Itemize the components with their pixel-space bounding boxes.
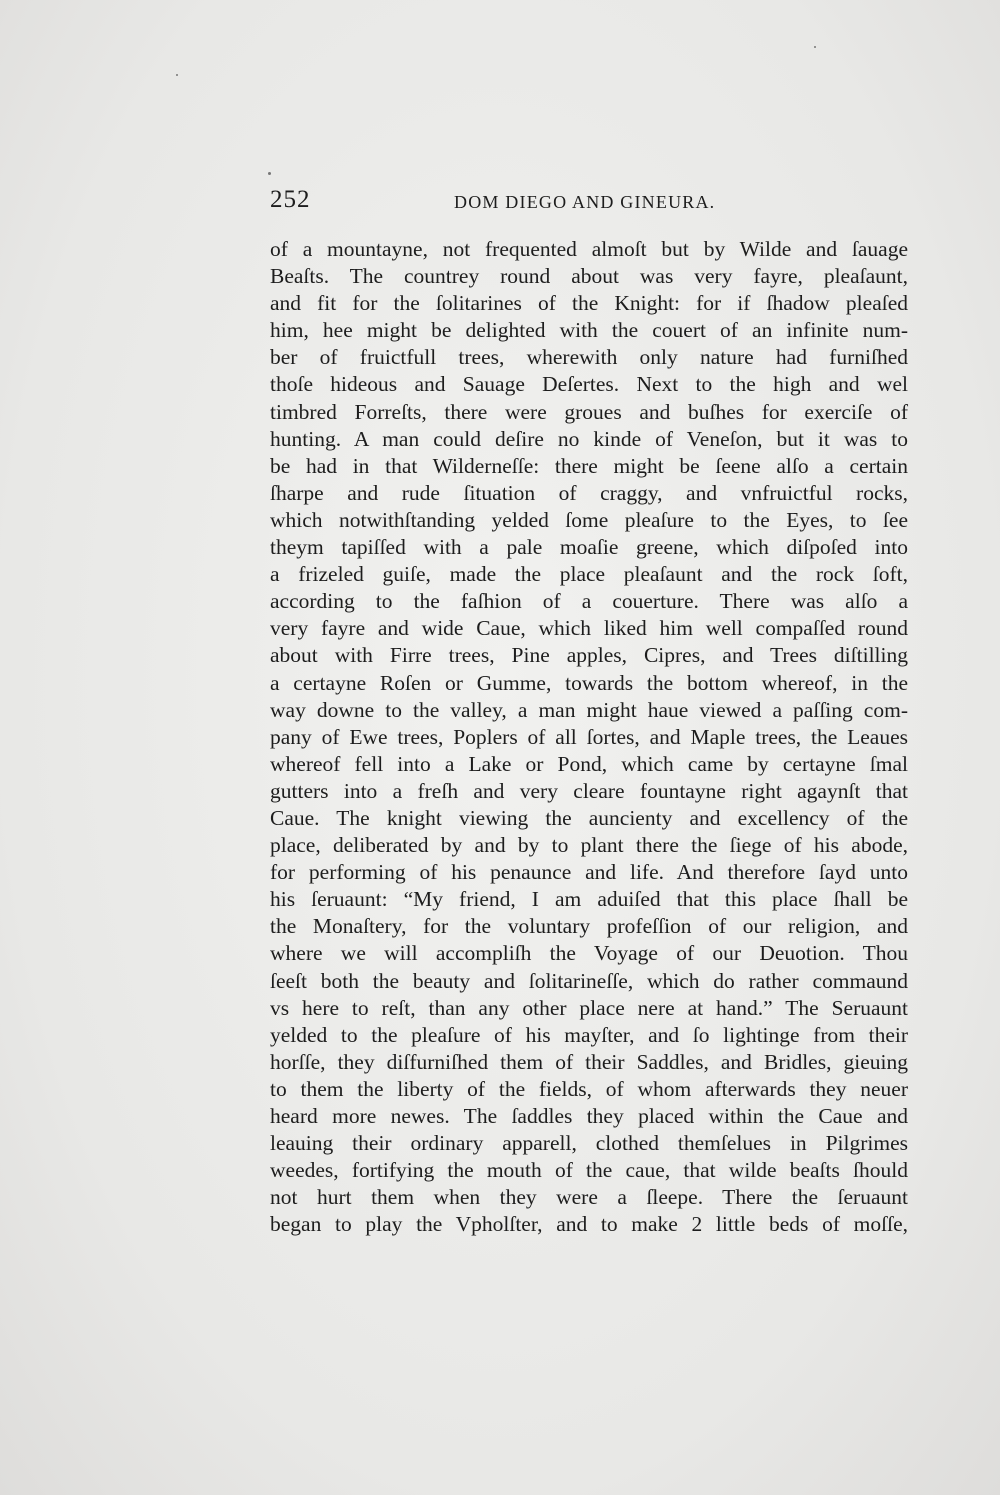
text-line: where we will accompliſh the Voyage of our Deuotion. Thou: [270, 941, 908, 966]
text-line: hunting. A man could deſire no kinde of Veneſon, but it was to: [270, 426, 908, 451]
text-line: the Monaſtery, for the voluntary profeſſion of our religion, and: [270, 914, 908, 939]
text-line: Caue. The knight viewing the auncienty and excellency of the: [270, 805, 908, 830]
text-line: ſharpe and rude ſituation of craggy, and vnfruictful rocks,: [270, 480, 908, 505]
text-line: yelded to the pleaſure of his mayſter, and ſo lightinge from their: [270, 1022, 908, 1047]
body-text: [270, 236, 908, 1238]
text-line: him, hee might be delighted with the couert of an infinite num-: [270, 318, 908, 343]
paper-speck: [176, 74, 178, 76]
text-line: gutters into a freſh and very cleare fountayne right agaynſt that: [270, 778, 908, 803]
text-line: to them the liberty of the fields, of whom afterwards they neuer: [270, 1076, 908, 1101]
text-line: very fayre and wide Caue, which liked him well compaſſed round: [270, 616, 908, 641]
running-head: DOM DIEGO AND GINEURA.: [454, 192, 716, 212]
text-line: vs here to reſt, than any other place nere at hand.” The Seruaunt: [270, 995, 908, 1020]
text-line: his ſeruaunt: “My friend, I am aduiſed that this place ſhall be: [270, 887, 908, 912]
text-line: a certayne Roſen or Gumme, towards the bottom whereof, in the: [270, 670, 908, 695]
text-line: ber of fruictfull trees, wherewith only nature had furniſhed: [270, 345, 908, 370]
text-line: timbred Forreſts, there were groues and buſhes for exerciſe of: [270, 399, 908, 424]
text-line: way downe to the valley, a man might haue viewed a paſſing com-: [270, 697, 908, 722]
page-header: [268, 186, 908, 222]
page-number: 252: [270, 186, 311, 213]
text-line: theym tapiſſed with a pale moaſie greene, which diſpoſed into: [270, 535, 908, 560]
text-line: not hurt them when they were a ſleepe. There the ſeruaunt: [270, 1185, 908, 1210]
text-line: be had in that Wilderneſſe: there might be ſeene alſo a certain: [270, 453, 908, 478]
text-line: pany of Ewe trees, Poplers of all ſortes, and Maple trees, the Leaues: [270, 724, 908, 749]
text-line: a frizeled guiſe, made the place pleaſaunt and the rock ſoft,: [270, 562, 908, 587]
text-line: according to the faſhion of a couerture. There was alſo a: [270, 589, 908, 614]
text-line: began to play the Vpholſter, and to make 2 little beds of moſſe,: [270, 1212, 908, 1237]
text-line: Beaſts. The countrey round about was very fayre, pleaſaunt,: [270, 264, 908, 289]
text-line: horſſe, they diſfurniſhed them of their Saddles, and Bridles, gieuing: [270, 1049, 908, 1074]
text-line: for performing of his penaunce and life. And therefore ſayd unto: [270, 860, 908, 885]
text-line: of a mountayne, not frequented almoſt but by Wilde and ſauage: [270, 237, 908, 261]
text-line: which notwithſtanding yelded ſome pleaſure to the Eyes, to ſee: [270, 507, 908, 532]
text-line: weedes, fortifying the mouth of the caue, that wilde beaſts ſhould: [270, 1158, 908, 1183]
text-line: heard more newes. The ſaddles they placed within the Caue and: [270, 1104, 908, 1128]
text-line: and fit for the ſolitarines of the Knight: for if ſhadow pleaſed: [270, 291, 908, 316]
text-line: about with Firre trees, Pine apples, Cipres, and Trees diſtilling: [270, 643, 908, 668]
paper-speck: [814, 46, 816, 48]
paper-speck: [268, 172, 271, 175]
text-line: thoſe hideous and Sauage Deſertes. Next to the high and wel: [270, 372, 908, 397]
text-line: leauing their ordinary apparell, clothed themſelues in Pilgrimes: [270, 1131, 908, 1156]
text-line: ſeeſt both the beauty and ſolitarineſſe, which do rather commaund: [270, 968, 908, 993]
text-line: place, deliberated by and by to plant there the ſiege of his abode,: [270, 833, 908, 858]
text-line: whereof fell into a Lake or Pond, which came by certayne ſmal: [270, 751, 908, 776]
